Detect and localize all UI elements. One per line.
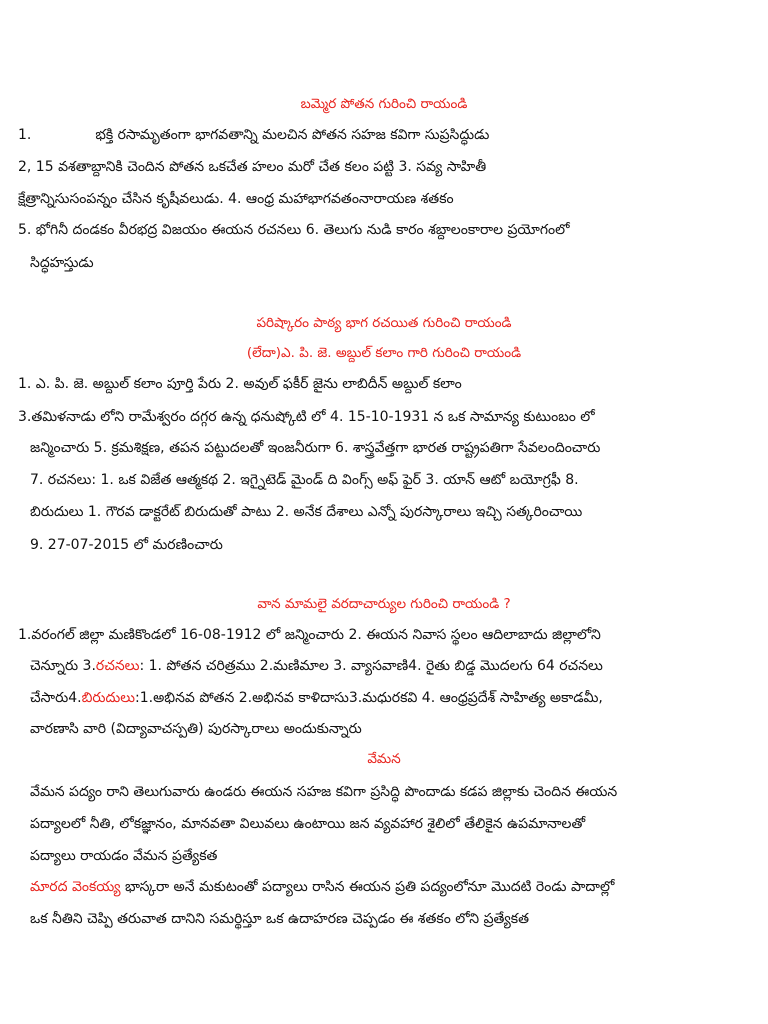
- kalam-line-2: 3.తమిళనాడు లోని రామేశ్వరం దగ్గర ఉన్న ధనుష్కోటి లో 4. 15-10-1931 న ఒక సామాన్య కుటుంబం లో: [18, 409, 595, 425]
- vemana-line-2: పద్యాలలో నీతి, లోకజ్ఞానం, మానవతా విలువలు ఉంటాయి జన వ్యవహార శైలిలో తేలికైన ఉపమానాలతో: [30, 816, 586, 832]
- section-title-parishkaram: పరిష్కారం పాఠ్య భాగ రచయిత గురించి రాయండి: [256, 315, 512, 331]
- kalam-line-5: బిరుదులు 1. గౌరవ డాక్టరేట్ బిరుదుతో పాటు 2. అనేక దేశాలు ఎన్నో పురస్కారాలు ఇచ్చి సత్కరించాయి: [30, 504, 583, 520]
- pothana-line-5: సిద్ధహస్తుడు: [30, 255, 94, 271]
- varada-line-3: [30, 688, 750, 708]
- varada-line-2-end: : 1. పోతన చరిత్రము 2.మణిమాల 3. వ్యాసవాణి4. రైతు బిడ్డ మొదలగు 64 రచనలు: [139, 658, 603, 674]
- venkayya-line-1-rest: భాస్కరా అనే మకుటంతో పద్యాలు రాసిన ఈయన ప్రతి పద్యంలోనూ మొదటి రెండు పాదాల్లో: [120, 879, 615, 895]
- varada-line-1: 1.వరంగల్ జిల్లా మణికొండలో 16-08-1912 లో జన్మించారు 2. ఈయన నివాస స్థలం ఆదిలాబాదు జిల్లాలోని: [18, 627, 601, 643]
- section-title-vemana: వేమన: [367, 751, 401, 767]
- varada-line-3-start: చేసారు4.: [30, 690, 82, 706]
- kalam-line-6: 9. 27-07-2015 లో మరణించారు: [30, 537, 223, 553]
- pothana-line-1-text: భక్తి రసామృతంగా భాగవతాన్ని మలచిన పోతన సహజ కవిగా సుప్రసిద్ధుడు: [95, 127, 490, 143]
- vemana-line-1: వేమన పద్యం రాని తెలుగువారు ఉండరు ఈయన సహజ కవిగా ప్రసిద్ధి పొందాడు కడప జిల్లాకు చెందిన ఈయన: [30, 784, 618, 800]
- titles-label: బిరుదులు: [81, 690, 136, 706]
- varada-line-2: [30, 656, 750, 676]
- varada-line-3-end: :1.అభినవ పోతన 2.అభినవ కాళిదాసు3.మధురకవి 4. ఆంధ్రప్రదేశ్ సాహిత్య అకాడమీ,: [135, 690, 603, 706]
- works-label: రచనలు: [95, 658, 140, 674]
- pothana-line-2: 2, 15 వశతాబ్దానికి చెందిన పోతన ఒకచేత హలం మరో చేత కలం పట్టి 3. సవ్య సాహితీ: [18, 159, 487, 175]
- pothana-line-4: 5. భోగినీ దండకం వీరభద్ర విజయం ఈయన రచనలు 6. తెలుగు నుడి కారం శబ్దాలంకారాల ప్రయోగంలో: [18, 222, 570, 238]
- pothana-line-3: క్షేత్రాన్నిసుసంపన్నం చేసిన కృషీవలుడు. 4. ఆంధ్ర మహాభాగవతంనారాయణ శతకం: [18, 191, 454, 207]
- kalam-line-3: జన్మించారు 5. క్రమశిక్షణ, తపన పట్టుదలతో ఇంజనీరుగా 6. శాస్త్రవేత్తగా భారత రాష్ట్రపతిగా సేవలందించారు: [30, 440, 601, 456]
- section-title-pothana: బమ్మెర పోతన గురించి రాయండి: [300, 96, 468, 112]
- pothana-line-1-number: 1.: [18, 127, 32, 143]
- section-title-varadacharyulu: వాన మామలై వరదాచార్యుల గురించి రాయండి ?: [257, 596, 511, 612]
- kalam-line-4: 7. రచనలు: 1. ఒక విజేత ఆత్మకథ 2. ఇగ్నైటెడ్ మైండ్ ది వింగ్స్ అఫ్ ఫైర్ 3. యాన్ ఆటో బయోగ్రఫీ 8.: [30, 472, 579, 488]
- varada-line-4: వారణాసి వారి (విద్యావాచస్పతి) పురస్కారాలు అందుకున్నారు: [30, 721, 362, 737]
- venkayya-line-2: ఒక నీతిని చెప్పి తరువాత దానిని సమర్థిస్తూ ఒక ఉదాహరణ చెప్పడం ఈ శతకం లోని ప్రత్యేకత: [30, 911, 529, 927]
- kalam-line-1: 1. ఎ. పి. జె. అబ్దుల్ కలాం పూర్తి పేరు 2. అవుల్ ఫకీర్ జైను లాబిదీన్ అబ్దుల్ కలాం: [18, 376, 462, 392]
- varada-line-2-start: చెన్నూరు 3.: [30, 658, 96, 674]
- venkayya-name: మారద వెంకయ్య: [30, 879, 121, 895]
- pothana-line-1: [18, 125, 750, 145]
- venkayya-line-1: [30, 877, 750, 897]
- section-title-kalam: (లేదా)ఎ. పి. జె. అబ్దుల్ కలాం గారి గురించి రాయండి: [246, 345, 522, 361]
- vemana-line-3: పద్యాలు రాయడం వేమన ప్రత్యేకత: [30, 848, 218, 864]
